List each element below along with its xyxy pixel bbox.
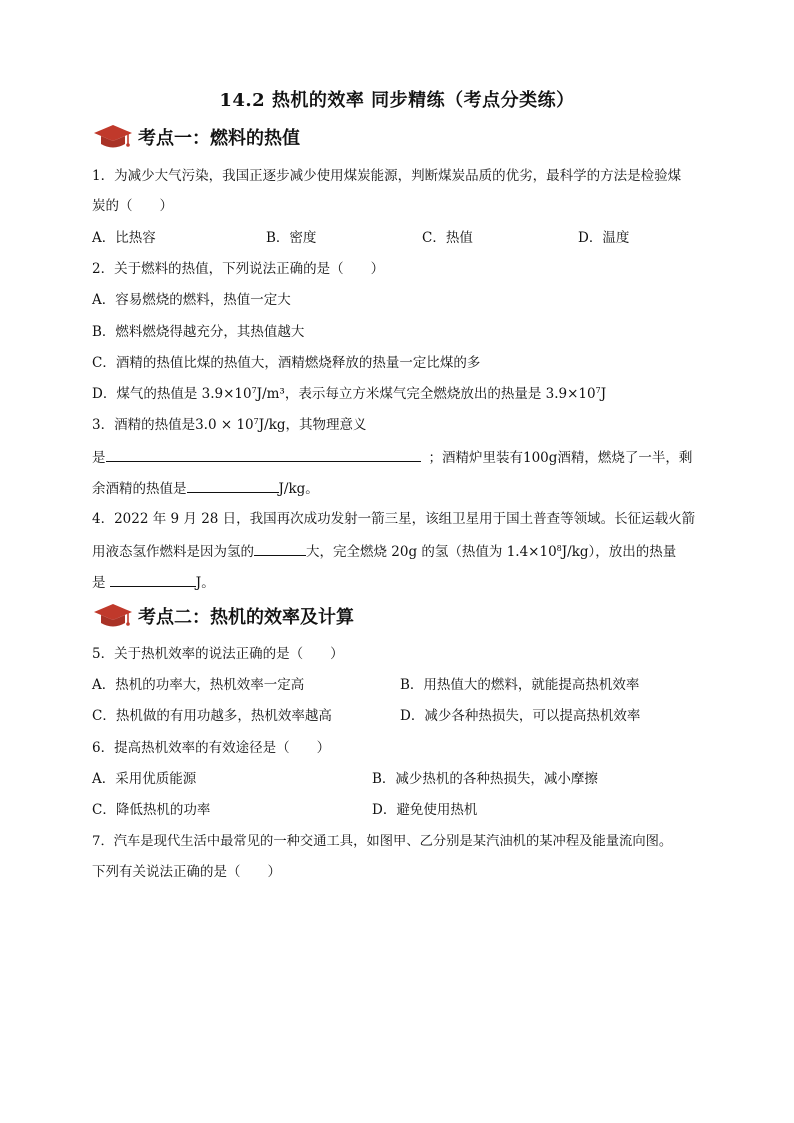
q4-line3-text-b: J。 [195, 575, 215, 591]
q7-stem-line1: 7．汽车是现代生活中最常见的一种交通工具，如图甲、乙分别是某汽油机的某冲程及能量流向图。 [92, 834, 673, 849]
q4-line2-text-c: J/kg），放出的热量 [561, 544, 677, 560]
q2-option-d-exp1: 7 [251, 386, 257, 395]
section-title-1: 考点一：燃料的热值 [138, 128, 300, 149]
q6-stem: 6．提高热机效率的有效途径是（ ） [92, 740, 331, 756]
q3-stem-line2 [92, 447, 692, 468]
q1-stem-line2: 炭的（ ） [92, 198, 173, 214]
q2-option-b: B．燃料燃烧得越充分，其热值越大 [92, 324, 305, 340]
q3-line2-text-b: ；酒精炉里装有100g酒精，燃烧了一半，剩 [428, 450, 693, 466]
q4-stem-line2 [92, 541, 676, 562]
q2-option-d-text-a: D．煤气的热值是 3.9×10 [92, 386, 252, 402]
q3-text-b: J/kg，其物理意义 [258, 417, 367, 433]
q3-line3-text-a: 余酒精的热值是 [92, 481, 187, 497]
q1-option-b: B．密度 [266, 230, 317, 246]
q4-line2-exp: 8 [556, 544, 562, 553]
q4-answer-blank-1[interactable] [254, 541, 306, 556]
q2-option-c: C．酒精的热值比煤的热值大，酒精燃烧释放的热量一定比煤的多 [92, 355, 481, 371]
q1-option-c: C．热值 [422, 230, 473, 246]
q3-text-a: 3．酒精的热值是3.0 × 10 [92, 417, 254, 433]
q4-line2-text-a: 用液态氢作燃料是因为氢的 [92, 544, 254, 560]
q2-option-d-exp2: 7 [595, 386, 601, 395]
q2-option-d [92, 384, 606, 404]
q5-option-a: A．热机的功率大，热机效率一定高 [92, 677, 305, 693]
section-heading-1 [92, 122, 300, 152]
q2-option-d-text-c: J [600, 386, 607, 402]
q4-stem-line3 [92, 572, 215, 593]
page-title: 14.2 热机的效率 同步精练（考点分类练） [219, 90, 575, 111]
q3-exp: 7 [253, 417, 259, 426]
q6-option-c: C．降低热机的功率 [92, 802, 211, 818]
q4-line2-text-b: 大，完全燃烧 20g 的氢（热值为 1.4×10 [306, 544, 557, 560]
q4-answer-blank-2[interactable] [110, 572, 196, 587]
q3-stem-line1 [92, 415, 367, 435]
q2-option-d-text-b: J/m³，表示每立方米煤气完全燃烧放出的热量是 3.9×10 [256, 386, 596, 402]
q1-option-d: D．温度 [578, 230, 630, 246]
q5-option-d: D．减少各种热损失，可以提高热机效率 [400, 708, 641, 724]
q6-option-b: B．减少热机的各种热损失，减小摩擦 [372, 771, 598, 787]
q3-answer-blank-2[interactable] [187, 478, 279, 493]
graduation-cap-icon [92, 122, 134, 152]
q3-line3-text-b: J/kg。 [278, 481, 319, 497]
q4-line3-text-a: 是 [92, 575, 110, 591]
q3-stem-line3 [92, 478, 319, 499]
q3-answer-blank-1[interactable] [106, 447, 421, 462]
q5-option-b: B．用热值大的燃料，就能提高热机效率 [400, 677, 640, 693]
q1-option-a: A．比热容 [92, 230, 156, 246]
graduation-cap-icon [92, 601, 134, 631]
q6-option-d: D．避免使用热机 [372, 802, 478, 818]
q5-stem: 5．关于热机效率的说法正确的是（ ） [92, 646, 344, 662]
q6-option-a: A．采用优质能源 [92, 771, 197, 787]
q7-stem-line2: 下列有关说法正确的是（ ） [92, 864, 281, 880]
q4-stem-line1: 4．2022 年 9 月 28 日，我国再次成功发射一箭三星，该组卫星用于国土普查等领域。长征运载火箭 [92, 511, 696, 527]
q5-option-c: C．热机做的有用功越多，热机效率越高 [92, 708, 332, 724]
q1-stem-line1: 1．为减少大气污染，我国正逐步减少使用煤炭能源，判断煤炭品质的优劣，最科学的方法是检验煤 [92, 168, 682, 184]
section-heading-2 [92, 601, 354, 631]
section-title-2: 考点二：热机的效率及计算 [138, 607, 354, 628]
q3-line2-text-a: 是 [92, 450, 106, 466]
q2-option-a: A．容易燃烧的燃料，热值一定大 [92, 292, 291, 308]
q2-stem: 2．关于燃料的热值，下列说法正确的是（ ） [92, 261, 385, 277]
